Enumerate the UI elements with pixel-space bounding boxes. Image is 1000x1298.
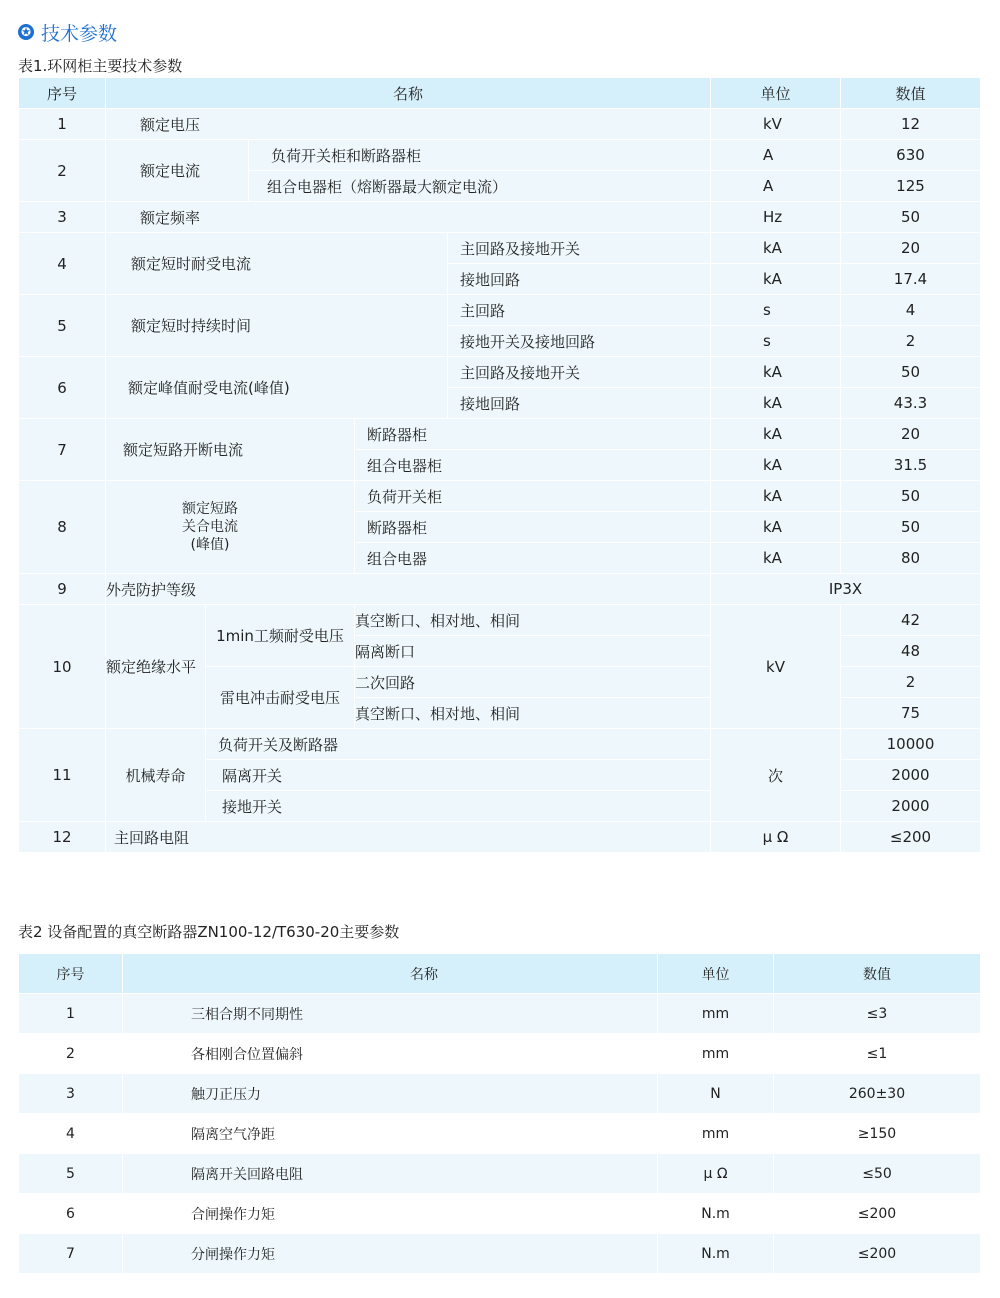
row-value: 2000 [841,760,981,791]
row-unit: kA [711,357,841,388]
row-unit: s [711,295,841,326]
row-unit: kA [711,543,841,574]
header-value: 数值 [774,954,981,994]
row-name: 额定绝缘水平 [106,605,206,729]
row-no: 6 [19,357,106,419]
table1-caption: 表1.环网柜主要技术参数 [18,57,183,75]
row-unit: kA [711,481,841,512]
star-icon: ✪ [18,24,34,40]
row-value: 20 [841,419,981,450]
row-value: ≤200 [774,1194,981,1234]
row-subname: 接地回路 [448,388,711,419]
row-name: 额定短时耐受电流 [106,233,448,295]
row-unit: A [711,171,841,202]
row-unit: kA [711,233,841,264]
row-unit: 次 [711,729,841,822]
header-no: 序号 [19,954,123,994]
row-value: 12 [841,109,981,140]
table-row [19,202,981,233]
header-name: 名称 [123,954,658,994]
row-unit: s [711,326,841,357]
row-subname: 组合电器柜 [355,450,711,481]
section-title-text: 技术参数 [41,22,118,45]
row-subname: 主回路及接地开关 [448,233,711,264]
table2 [18,953,981,1274]
row-unit: kV [711,605,841,729]
row-no: 11 [19,729,106,822]
row-name-line: 额定短路 [182,501,238,517]
row-subname: 隔离开关 [206,760,711,791]
row-unit: kA [711,264,841,295]
table-row [19,729,981,760]
row-unit: kV [711,109,841,140]
table1 [18,77,981,853]
row-unit: kA [711,419,841,450]
row-subname: 接地开关 [206,791,711,822]
row-unit: A [711,140,841,171]
table-row [19,605,981,636]
row-subname: 真空断口、相对地、相间 [355,698,711,729]
row-value: 80 [841,543,981,574]
row-value: 50 [841,202,981,233]
table2-header-row [19,954,981,994]
table-row [19,357,981,388]
row-subname: 负荷开关柜 [355,481,711,512]
row-value: 630 [841,140,981,171]
row-subname: 接地回路 [448,264,711,295]
row-subname: 主回路及接地开关 [448,357,711,388]
row-no: 3 [19,202,106,233]
row-name: 额定峰值耐受电流(峰值) [106,357,448,419]
row-value: ≤200 [841,822,981,853]
header-no: 序号 [19,78,106,109]
row-name: 机械寿命 [106,729,206,822]
row-value: ≤3 [774,994,981,1034]
row-subname: 组合电器柜（熔断器最大额定电流） [249,171,711,202]
row-subname: 二次回路 [355,667,711,698]
table-row [19,1154,981,1194]
table2-caption: 表2 设备配置的真空断路器ZN100-12/T630-20主要参数 [18,923,400,941]
row-subname: 断路器柜 [355,419,711,450]
row-value: IP3X [711,574,981,605]
row-group: 雷电冲击耐受电压 [206,667,355,729]
row-group: 1min工频耐受电压 [206,605,355,667]
row-name: 隔离空气净距 [123,1114,658,1154]
row-no: 1 [19,994,123,1034]
row-subname: 组合电器 [355,543,711,574]
row-value: 50 [841,481,981,512]
row-no: 3 [19,1074,123,1114]
row-no: 2 [19,1034,123,1074]
table-row [19,481,981,512]
row-value: 50 [841,357,981,388]
row-value: 75 [841,698,981,729]
row-subname: 接地开关及接地回路 [448,326,711,357]
row-unit: mm [658,994,774,1034]
row-value: ≤200 [774,1234,981,1274]
row-no: 1 [19,109,106,140]
row-name: 分闸操作力矩 [123,1234,658,1274]
row-name: 额定短时持续时间 [106,295,448,357]
row-subname: 主回路 [448,295,711,326]
row-subname: 负荷开关及断路器 [206,729,711,760]
row-name [106,481,355,574]
row-name: 隔离开关回路电阻 [123,1154,658,1194]
row-unit: Hz [711,202,841,233]
row-unit: N.m [658,1194,774,1234]
row-no: 5 [19,1154,123,1194]
row-no: 4 [19,233,106,295]
row-name: 三相合期不同期性 [123,994,658,1034]
section-title [18,18,117,46]
row-name: 额定频率 [106,202,711,233]
row-unit: μ Ω [711,822,841,853]
row-value: ≥150 [774,1114,981,1154]
row-value: 4 [841,295,981,326]
row-value: 125 [841,171,981,202]
row-value: 20 [841,233,981,264]
row-subname: 负荷开关柜和断路器柜 [249,140,711,171]
row-unit: mm [658,1114,774,1154]
row-unit: kA [711,388,841,419]
row-name: 额定电压 [106,109,711,140]
row-no: 7 [19,1234,123,1274]
row-value: 48 [841,636,981,667]
row-no: 2 [19,140,106,202]
row-no: 7 [19,419,106,481]
table-row [19,140,981,171]
row-unit: N.m [658,1234,774,1274]
row-value: 2 [841,667,981,698]
header-name: 名称 [106,78,711,109]
table-row [19,1114,981,1154]
row-value: 17.4 [841,264,981,295]
row-no: 12 [19,822,106,853]
row-no: 9 [19,574,106,605]
table-row [19,822,981,853]
row-subname: 断路器柜 [355,512,711,543]
row-name-line: 关合电流 [182,519,238,535]
row-unit: N [658,1074,774,1114]
row-no: 4 [19,1114,123,1154]
row-no: 8 [19,481,106,574]
header-value: 数值 [841,78,981,109]
row-value: 2000 [841,791,981,822]
row-value: ≤1 [774,1034,981,1074]
row-no: 5 [19,295,106,357]
table-row [19,574,981,605]
row-subname: 隔离断口 [355,636,711,667]
row-name: 触刀正压力 [123,1074,658,1114]
row-value: 10000 [841,729,981,760]
row-value: ≤50 [774,1154,981,1194]
table-row [19,1074,981,1114]
row-subname: 真空断口、相对地、相间 [355,605,711,636]
row-value: 50 [841,512,981,543]
row-name-line: (峰值) [190,537,230,553]
table-row [19,419,981,450]
table-row [19,1194,981,1234]
row-unit: μ Ω [658,1154,774,1194]
row-unit: kA [711,450,841,481]
table-row [19,994,981,1034]
table-row [19,1034,981,1074]
row-value: 43.3 [841,388,981,419]
row-name: 额定短路开断电流 [106,419,355,481]
row-unit: kA [711,512,841,543]
table-row [19,1234,981,1274]
row-name: 额定电流 [106,140,249,202]
table1-header-row [19,78,981,109]
table-row [19,295,981,326]
row-unit: mm [658,1034,774,1074]
row-no: 6 [19,1194,123,1234]
row-value: 31.5 [841,450,981,481]
header-unit: 单位 [711,78,841,109]
row-name: 各相刚合位置偏斜 [123,1034,658,1074]
row-name: 合闸操作力矩 [123,1194,658,1234]
row-value: 42 [841,605,981,636]
table-row [19,109,981,140]
row-value: 260±30 [774,1074,981,1114]
row-name: 主回路电阻 [106,822,711,853]
header-unit: 单位 [658,954,774,994]
row-value: 2 [841,326,981,357]
row-name: 外壳防护等级 [106,574,711,605]
table-row [19,233,981,264]
row-no: 10 [19,605,106,729]
